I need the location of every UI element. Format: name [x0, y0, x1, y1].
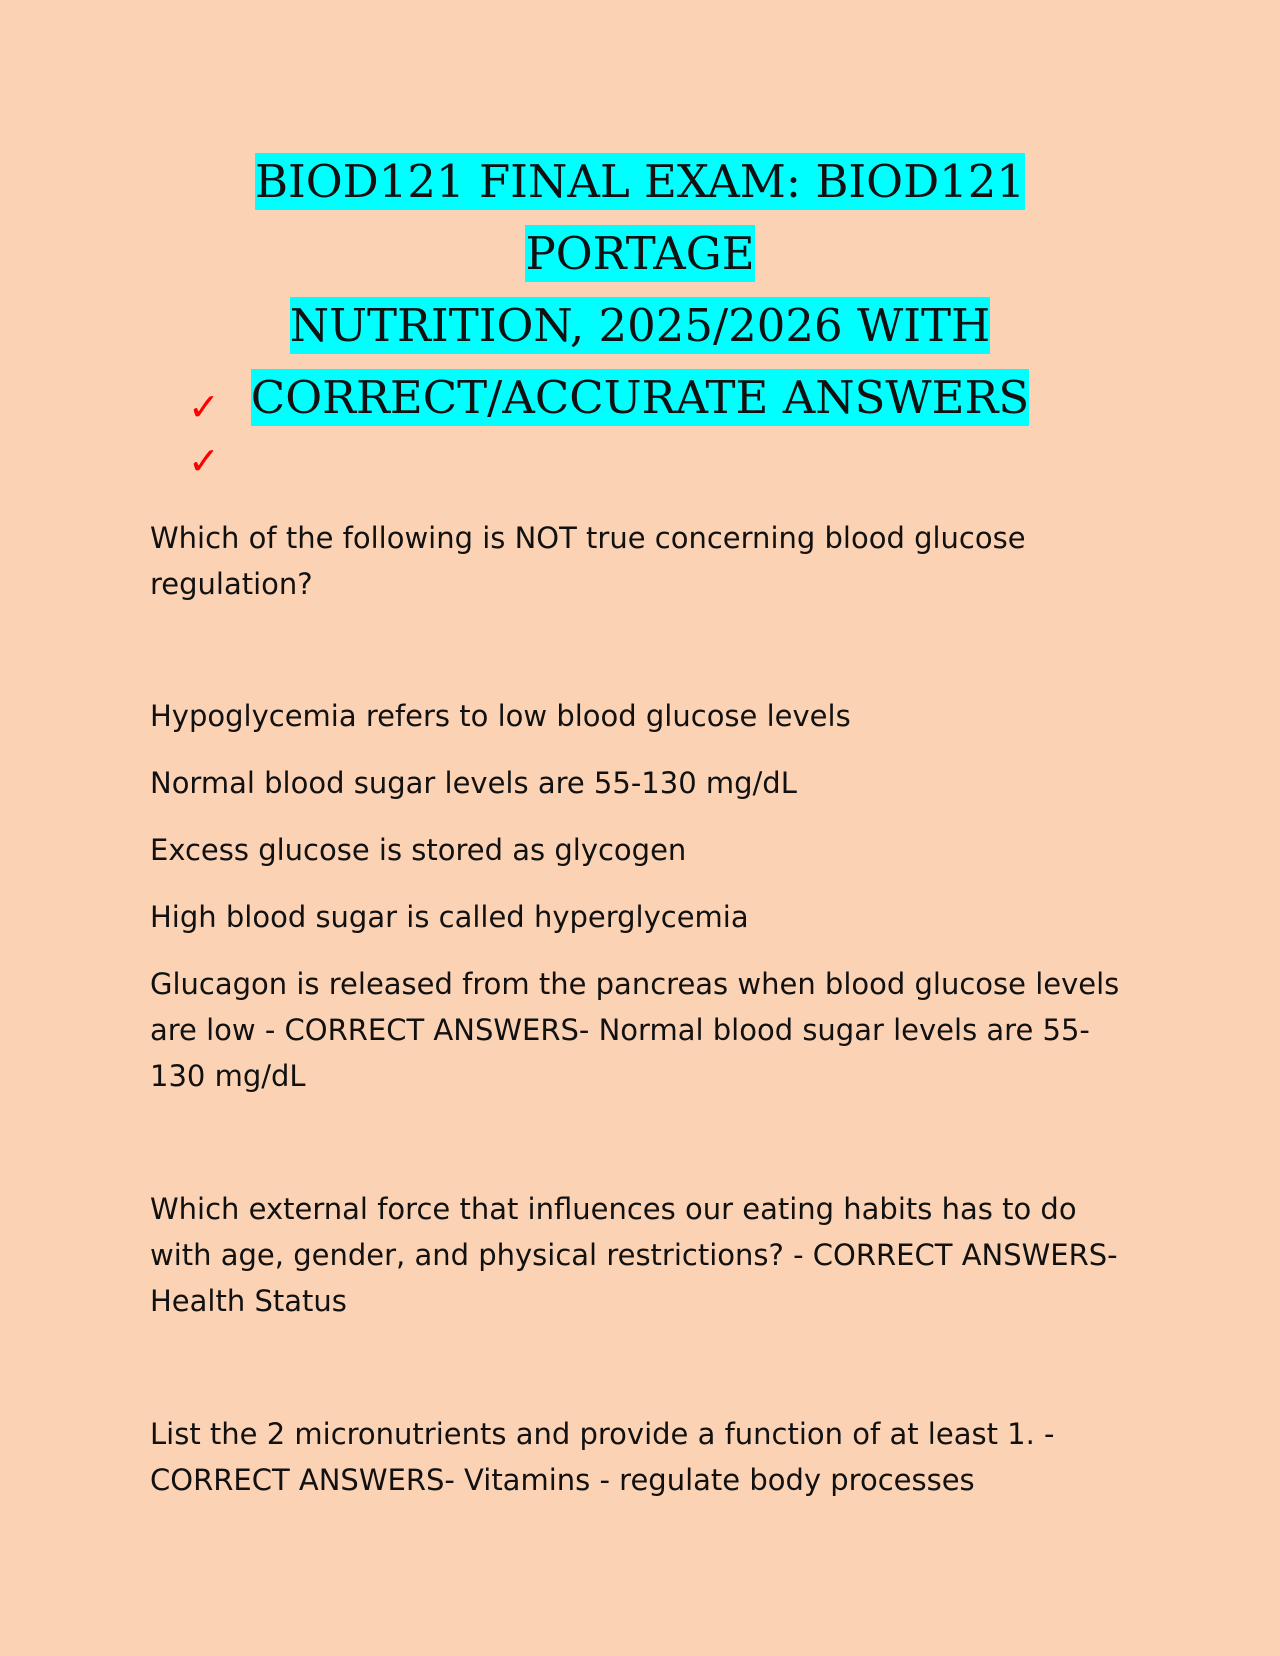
checkmark-icon: ✓: [188, 385, 220, 429]
answer-option-3: Excess glucose is stored as glycogen: [150, 833, 687, 867]
answer-option-2: Normal blood sugar levels are 55-130 mg/dL: [150, 766, 797, 800]
question-1: Which of the following is NOT true concerning blood glucose regulation?: [150, 521, 1026, 601]
question-2: Which external force that influences our eating habits has to do with age, gender, and physical restrictions? - CORRECT ANSWERS- Health Status: [150, 1192, 1118, 1318]
title-line-2: NUTRITION, 2025/2026 WITH: [289, 299, 991, 352]
answer-option-4: High blood sugar is called hyperglycemia: [150, 900, 749, 934]
document-title: [150, 146, 1130, 434]
title-line-1: BIOD121 FINAL EXAM: BIOD121 PORTAGE: [254, 155, 1026, 280]
checkmark-icon: ✓: [188, 439, 220, 483]
question-3: List the 2 micronutrients and provide a function of at least 1. - CORRECT ANSWERS- Vitamins - regulate body processes: [150, 1417, 1055, 1497]
title-line-3: CORRECT/ACCURATE ANSWERS: [250, 371, 1030, 424]
answer-option-1: Hypoglycemia refers to low blood glucose levels: [150, 699, 851, 733]
answer-option-5: Glucagon is released from the pancreas when blood glucose levels are low - CORRECT ANSWERS- Normal blood sugar levels are 55-130 mg/dL: [150, 967, 1120, 1093]
checkmark-group: [188, 380, 220, 488]
